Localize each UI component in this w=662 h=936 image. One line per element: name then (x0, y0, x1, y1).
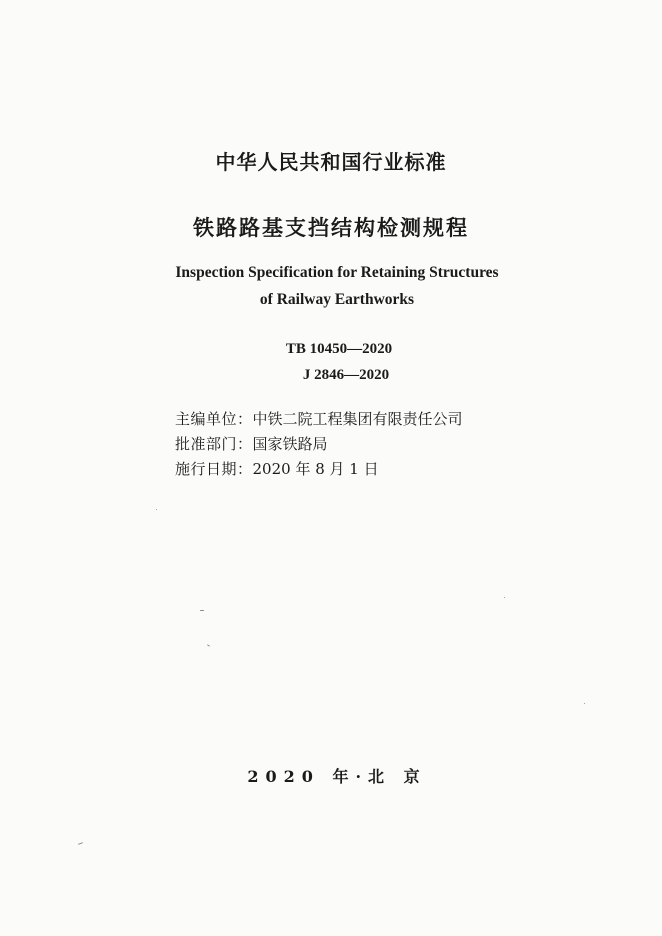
scan-speck (156, 509, 157, 510)
title-english-line2: of Railway Earthworks (259, 291, 415, 308)
publication-info (175, 407, 463, 482)
scan-speck (200, 610, 204, 611)
standard-codes (0, 336, 662, 388)
info-row-date (175, 457, 463, 482)
scan-speck (584, 703, 585, 704)
code-tb: TB 10450—2020 (285, 341, 393, 357)
editor-value: 中铁二院工程集团有限责任公司 (252, 410, 463, 428)
info-row-approver (175, 432, 463, 457)
code-j: J 2846—2020 (302, 367, 390, 383)
date-value: 2020 年 8 月 1 日 (252, 460, 379, 478)
title-chinese: 铁路路基支挡结构检测规程 (193, 216, 469, 240)
approver-label: 批准部门： (175, 435, 253, 453)
approver-value: 国家铁路局 (252, 435, 328, 453)
scan-speck (504, 597, 505, 598)
date-label: 施行日期： (175, 460, 253, 478)
scan-speck (78, 842, 83, 845)
editor-label: 主编单位： (175, 410, 253, 428)
standard-category: 中华人民共和国行业标准 (215, 150, 447, 174)
title-english (6, 259, 662, 313)
publication-footer: 2020 年·北 京 (247, 767, 427, 786)
info-row-editor (175, 407, 463, 432)
title-english-line1: Inspection Specification for Retaining Structures (175, 264, 499, 281)
scan-speck (207, 644, 210, 646)
